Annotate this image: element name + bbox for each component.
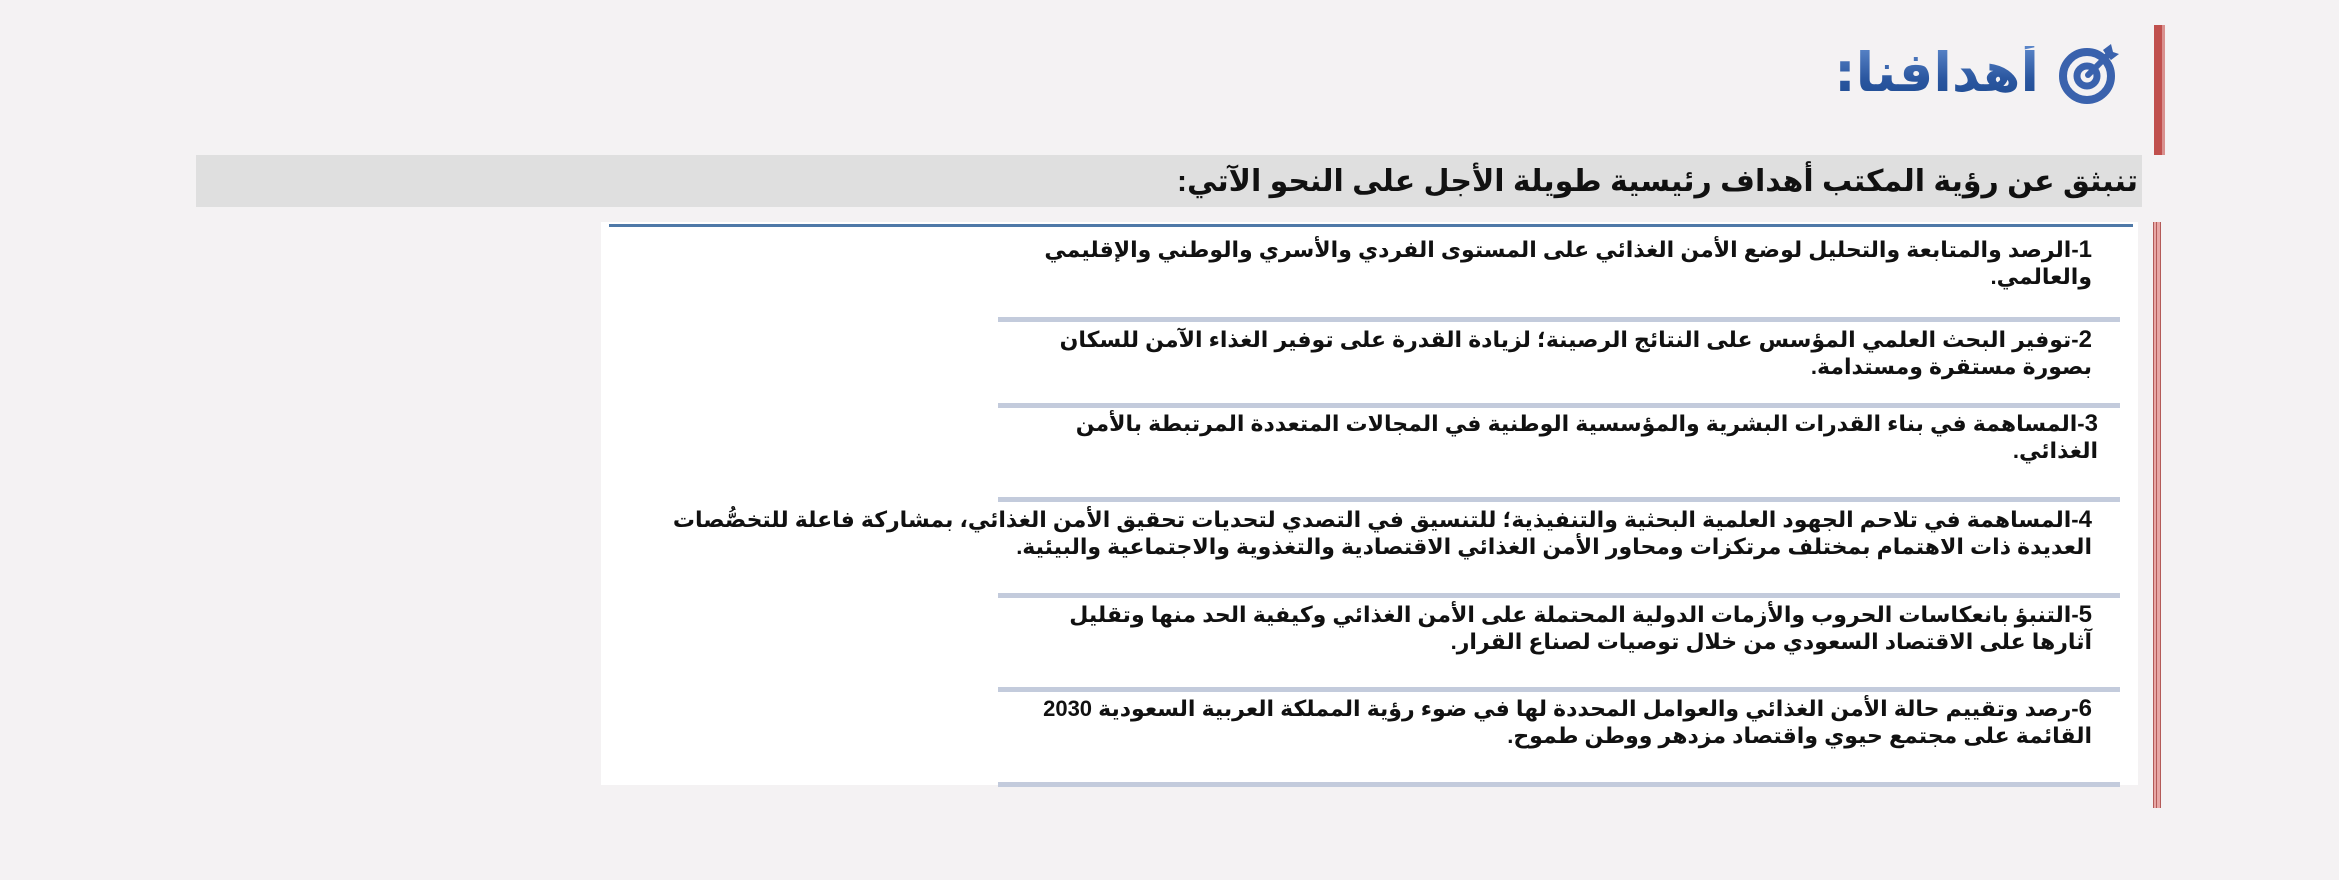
- goal-number: 1: [2078, 236, 2092, 263]
- intro-heading: تنبثق عن رؤية المكتب أهداف رئيسية طويلة الأجل على النحو الآتي:: [1177, 164, 2138, 198]
- target-icon: [2057, 40, 2123, 106]
- divider: [998, 497, 2120, 502]
- divider: [998, 403, 2120, 408]
- divider: [998, 687, 2120, 692]
- goal-item-5: [1012, 601, 2092, 655]
- goal-item-1: [992, 236, 2092, 290]
- goal-text: -المساهمة في تلاحم الجهود العلمية البحثية والتنفيذية؛ للتنسيق في التصدي لتحديات تحقيق الأمن الغذائي، بمشاركة فاعلة للتخصُّصات العديدة ذات الاهتمام بمختلف مرتكزات ومحاور الأمن الغذائي الاقتصادية والتغذوية والاجتماعية والبيئية.: [672, 507, 2092, 559]
- panel-top-border: [609, 224, 2133, 227]
- goal-item-2: [1032, 326, 2092, 380]
- goal-item-3: [998, 410, 2098, 464]
- intro-band: [196, 155, 2142, 207]
- title-text: أهدافنا:: [1834, 41, 2039, 104]
- goal-text: -الرصد والمتابعة والتحليل لوضع الأمن الغذائي على المستوى الفردي والأسري والوطني والإقليمي والعالمي.: [1044, 237, 2092, 289]
- divider: [998, 782, 2120, 787]
- title-accent-bar: [2154, 25, 2165, 155]
- goal-item-6: [1022, 695, 2092, 749]
- goal-number: 4: [2078, 506, 2092, 533]
- goal-text: -المساهمة في بناء القدرات البشرية والمؤسسية الوطنية في المجالات المتعددة المرتبطة بالأمن الغذائي.: [1075, 411, 2098, 463]
- goal-text: -توفير البحث العلمي المؤسس على النتائج الرصينة؛ لزيادة القدرة على توفير الغذاء الآمن للسكان بصورة مستقرة ومستدامة.: [1059, 327, 2092, 379]
- divider: [998, 593, 2120, 598]
- goal-number: 5: [2078, 601, 2092, 628]
- goal-number: 6: [2078, 695, 2092, 722]
- goal-text: -التنبؤ بانعكاسات الحروب والأزمات الدولية المحتملة على الأمن الغذائي وكيفية الحد منها وتقليل آثارها على الاقتصاد السعودي من خلال توصيات لصناع القرار.: [1069, 602, 2092, 654]
- goal-text: -رصد وتقييم حالة الأمن الغذائي والعوامل المحددة لها في ضوء رؤية المملكة العربية السعودية 2030 القائمة على مجتمع حيوي واقتصاد مزدهر ووطن طموح.: [1043, 696, 2092, 748]
- divider: [998, 317, 2120, 322]
- goal-number: 2: [2078, 326, 2092, 353]
- page-title: [1834, 28, 2123, 118]
- goal-item-4: [592, 506, 2092, 560]
- goal-number: 3: [2084, 410, 2098, 437]
- side-decorative-lines: [2153, 222, 2161, 808]
